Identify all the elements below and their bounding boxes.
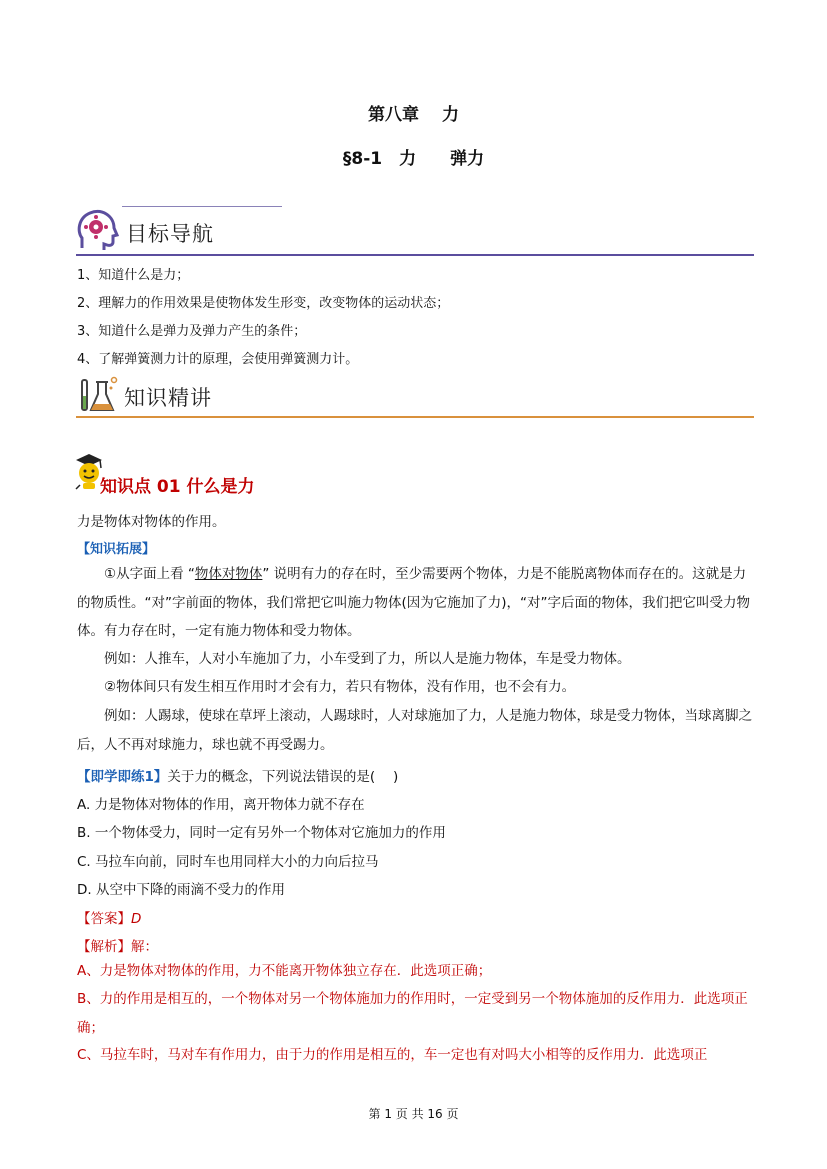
goals-header-rule	[76, 254, 754, 256]
paragraph-1-underline: 物体对物体	[194, 566, 263, 582]
header-top-rule	[122, 206, 282, 207]
page-footer: 第 1 页 共 16 页	[368, 1107, 459, 1121]
definition-text: 力是物体对物体的作用。	[77, 514, 226, 530]
exercise-question: 关于力的概念，下列说法错误的是( )	[167, 769, 399, 785]
section-title: §8-1 力 弹力	[342, 149, 485, 169]
analysis-line	[77, 935, 158, 955]
expand-label: 【知识拓展】	[77, 542, 156, 557]
paragraph-1	[77, 560, 757, 646]
option-a: A. 力是物体对物体的作用，离开物体力就不存在	[77, 797, 365, 813]
goals-header-text: 目标导航	[126, 222, 214, 246]
option-c: C. 马拉车向前，同时车也用同样大小的力向后拉马	[77, 854, 379, 870]
knowledge-header-rule	[76, 416, 754, 418]
answer-label: 【答案】	[77, 911, 131, 927]
answer-value: D	[131, 911, 142, 927]
goal-item: 2、理解力的作用效果是使物体发生形变，改变物体的运动状态；	[77, 296, 450, 311]
exercise-label: 【即学即练1】	[77, 769, 168, 785]
analysis-intro: 解：	[131, 939, 158, 955]
analysis-b: B、力的作用是相互的，一个物体对另一个物体施加力的作用时，一定受到另一个物体施加的反作用力．此选项正确；	[77, 991, 748, 1036]
knowledge-point-title: 知识点 01 什么是力	[100, 477, 255, 497]
analysis-a: A、力是物体对物体的作用，力不能离开物体独立存在．此选项正确；	[77, 963, 492, 979]
paragraph-2: ②物体间只有发生相互作用时才会有力，若只有物体，没有作用，也不会有力。	[104, 679, 576, 695]
goals-header	[76, 206, 754, 256]
lab-flask-icon	[76, 374, 120, 416]
analysis-c: C、马拉车时，马对车有作用力，由于力的作用是相互的，车一定也有对吗大小相等的反作用力．此选项正	[77, 1047, 708, 1063]
knowledge-header	[76, 370, 754, 418]
example-2: 例如：人踢球，使球在草坪上滚动，人踢球时，人对球施加了力，人是施力物体，球是受力物体，当球离脚之后，人不再对球施力，球也就不再受踢力。	[77, 708, 752, 753]
option-b: B. 一个物体受力，同时一定有另外一个物体对它施加力的作用	[77, 825, 446, 841]
goal-item: 1、知道什么是力；	[77, 268, 190, 283]
analysis-label: 【解析】	[77, 939, 131, 955]
goal-item: 3、知道什么是弹力及弹力产生的条件；	[77, 324, 307, 339]
example-1: 例如：人推车，人对小车施加了力，小车受到了力，所以人是施力物体，车是受力物体。	[104, 651, 631, 667]
goal-item: 4、了解弹簧测力计的原理，会使用弹簧测力计。	[77, 352, 359, 367]
option-d: D. 从空中下降的雨滴不受力的作用	[77, 882, 285, 898]
paragraph-1-post: ” 说明有力的存在时，至少需要两个物体，力是不能脱离物体而存在的。这就是力的物质性。“对”字前面的物体，我们常把它叫施力物体(因为它施加了力)，“对”字后面的物体，我们把它叫受力物体。有力存在时，一定有施力物体和受力物体。	[77, 566, 751, 639]
paragraph-1-pre: ①从字面上看 “	[104, 566, 195, 582]
chapter-title: 第八章 力	[368, 105, 459, 125]
brain-gear-icon	[76, 208, 120, 254]
exercise-question-line	[77, 765, 398, 785]
knowledge-header-text: 知识精讲	[124, 386, 212, 410]
answer-line	[77, 907, 141, 927]
